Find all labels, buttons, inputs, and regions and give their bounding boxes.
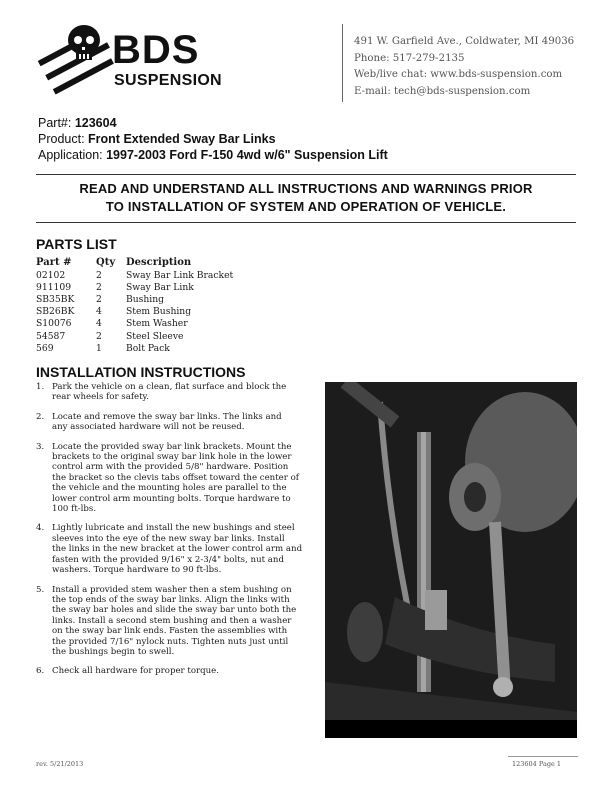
application [38, 148, 388, 162]
list-item [36, 523, 312, 575]
col-part: Part # [36, 257, 72, 268]
instruction-steps [36, 382, 312, 686]
table-row [36, 293, 326, 305]
footer-revision: rev. 5/21/2013 [36, 760, 84, 768]
step-line: Park the vehicle on a clean, flat surface and block the [52, 382, 287, 392]
part-number-cell: 569 [36, 342, 54, 354]
step-number: 6. [36, 666, 45, 677]
description-cell: Bolt Pack [126, 342, 170, 354]
step-line: the sway bar holes and slide the sway bar unto both the [52, 605, 297, 616]
step-line: the bracket so the clevis tabs offset toward the center of [52, 472, 299, 483]
qty-cell: 2 [96, 281, 102, 293]
step-line: Locate and remove the sway bar links. The links and [52, 411, 282, 422]
list-item [36, 585, 312, 658]
step-text [52, 412, 282, 433]
table-row [36, 281, 326, 293]
step-line: the top ends of the sway bar links. Align the links with [52, 594, 290, 605]
bds-logo [38, 20, 222, 100]
application-value: 1997-2003 Ford F-150 4wd w/6" Suspension Lift [106, 148, 388, 162]
part-value: 123604 [74, 116, 117, 130]
col-description: Description [126, 257, 192, 268]
skull-tire-icon [38, 20, 118, 100]
step-line: on the sway bar link ends. Fasten the assemblies with [52, 626, 288, 637]
step-line: Install a provided stem washer then a stem bushing on [52, 584, 292, 595]
step-number: 5. [36, 584, 45, 595]
step-number: 4. [36, 523, 45, 534]
step-text [52, 523, 302, 575]
list-item [36, 382, 312, 403]
header-divider [342, 24, 343, 102]
footer-space [36, 754, 576, 755]
step-line: sleeves into the eye of the new sway bar links. Install [52, 533, 285, 544]
step-text [52, 442, 299, 515]
part-number-cell: 54587 [36, 330, 66, 342]
logo-subtitle: SUSPENSION [114, 72, 222, 89]
table-row [36, 318, 326, 330]
part-number-cell: 02102 [36, 269, 66, 281]
parts-table-header [36, 256, 326, 269]
step-line: the bushings begin to swell. [52, 646, 175, 657]
table-row [36, 269, 326, 281]
contact-phone: Phone: 517-279-2135 [354, 53, 465, 64]
description-cell: Sway Bar Link Bracket [126, 269, 234, 281]
warning-bottom-rule [36, 222, 576, 223]
step-line: rear wheels for safety. [52, 392, 150, 403]
qty-cell: 4 [96, 306, 102, 318]
contact-address: 491 W. Garfield Ave., Coldwater, MI 49036 [354, 36, 575, 47]
step-line: Locate the provided sway bar link brackets. Mount the [52, 441, 292, 452]
parts-table [36, 256, 326, 354]
product [38, 132, 276, 146]
step-number: 3. [36, 441, 45, 452]
step-line: washers. Torque hardware to 90 ft-lbs. [52, 565, 222, 576]
table-row [36, 306, 326, 318]
step-line: lower control arm mounting bolts. Torque hardware to [52, 493, 291, 504]
qty-cell: 2 [96, 330, 102, 342]
step-line: 100 ft-lbs. [52, 504, 97, 515]
parts-list-title: PARTS LIST [36, 236, 117, 252]
footer-rule [508, 756, 578, 757]
list-item [36, 412, 312, 433]
instructions-title: INSTALLATION INSTRUCTIONS [36, 364, 246, 380]
logo-brand: BDS [112, 28, 200, 72]
description-cell: Sway Bar Link [126, 281, 194, 293]
table-row [36, 330, 326, 342]
step-number: 2. [36, 411, 45, 422]
description-cell: Bushing [126, 293, 165, 305]
description-cell: Stem Washer [126, 318, 188, 330]
step-line: the links in the new bracket at the lower control arm and [52, 544, 303, 555]
step-text [52, 666, 219, 676]
list-item [36, 666, 312, 676]
qty-cell: 2 [96, 269, 102, 281]
step-line: Check all hardware for proper torque. [52, 666, 219, 677]
warning-line-2: TO INSTALLATION OF SYSTEM AND OPERATION OF VEHICLE. [105, 199, 507, 214]
step-line: fasten with the provided 9/16" x 2-3/4" bolts, nut and [52, 554, 284, 565]
part-label: Part#: [38, 116, 75, 130]
step-line: links. Install a second stem bushing and then a washer [52, 615, 292, 626]
application-label: Application: [38, 148, 107, 162]
product-label: Product: [38, 132, 89, 146]
qty-cell: 4 [96, 318, 102, 330]
contact-web[interactable]: Web/live chat: www.bds-suspension.com [354, 69, 563, 80]
step-line: brackets to the original sway bar link hole in the lower [52, 452, 292, 463]
warning-top-rule [36, 174, 576, 175]
step-text [52, 382, 286, 403]
col-qty: Qty [96, 257, 116, 268]
qty-cell: 2 [96, 293, 102, 305]
step-line: the provided 7/16" nylock nuts. Tighten nuts just until [52, 636, 289, 647]
part-number-cell: S10076 [36, 318, 72, 330]
warning-line-1: READ AND UNDERSTAND ALL INSTRUCTIONS AND WARNINGS PRIOR [79, 181, 533, 196]
description-cell: Steel Sleeve [126, 330, 184, 342]
list-item [36, 442, 312, 515]
warning-banner [36, 180, 576, 216]
step-line: any associated hardware will not be reused. [52, 422, 245, 433]
part-number-cell: 911109 [36, 281, 72, 293]
step-line: Lightly lubricate and install the new bushings and steel [52, 523, 295, 534]
part-number [38, 116, 117, 130]
step-text [52, 585, 296, 658]
part-number-cell: SB26BK [36, 306, 75, 318]
table-row [36, 342, 326, 354]
contact-email[interactable]: E-mail: tech@bds-suspension.com [354, 86, 531, 97]
step-line: the vehicle and the mounting holes are parallel to the [52, 483, 287, 494]
description-cell: Stem Bushing [126, 306, 192, 318]
footer-page: 123604 Page 1 [512, 760, 562, 768]
installation-photo [325, 382, 577, 738]
step-number: 1. [36, 382, 45, 392]
step-line: control arm with the provided 5/8" hardware. Position [52, 462, 289, 473]
product-value: Front Extended Sway Bar Links [88, 132, 276, 146]
part-number-cell: SB35BK [36, 293, 75, 305]
qty-cell: 1 [96, 342, 102, 354]
